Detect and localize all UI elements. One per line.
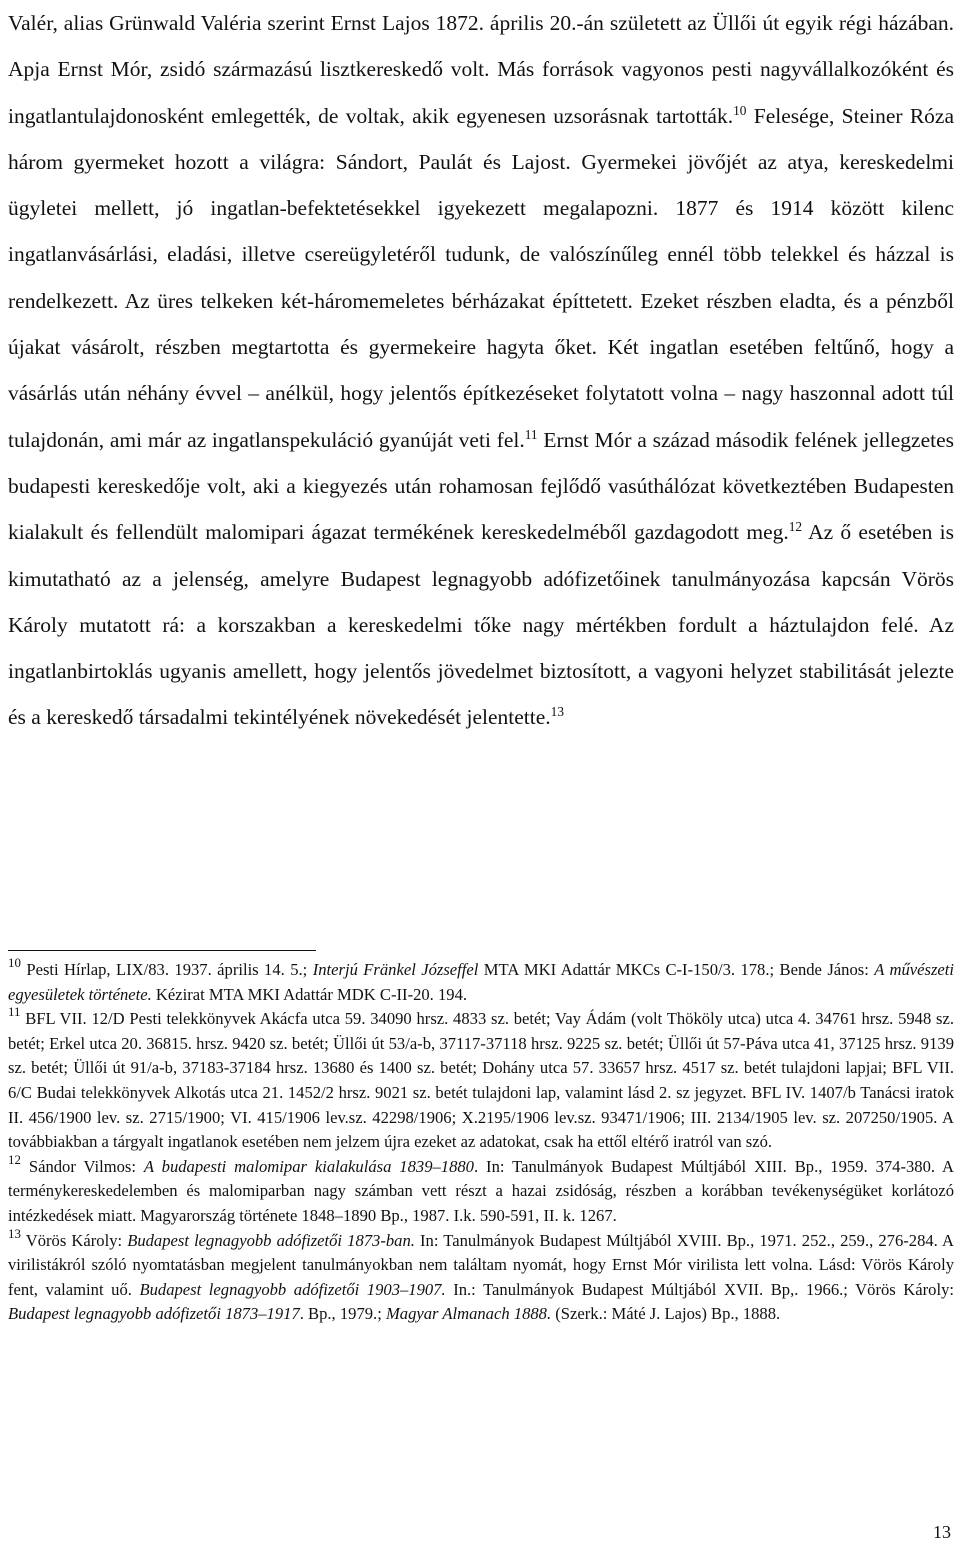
paragraph-text: Felesége, Steiner Róza három gyermeket hozott a világra: Sándort, Paulát és Lajost. Gyermekei jövőjét az atya, kereskedelmi ügyletei mellett, jó ingatlan-befektetésekkel igyekezett megalapozni. 1877 és 1914 között kilenc ingatlanvásárlási, eladási, illetve csereügyletéről tudunk, de valószínűleg ennél több telekkel és házzal is rendelkezett. Az üres telkeken két-háromemeletes bérházakat építtetett. Ezeket részben eladta, és a pénzből újakat vásárolt, részben megtartotta és gyermekeire hagyta őket. Két ingatlan esetében feltűnő, hogy a vásárlás után néhány évvel – anélkül, hogy jelentős építkezéseket folytatott volna – nagy haszonnal adott túl tulajdonán, ami már az ingatlanspekuláció gyanúját veti fel. bbox=[8, 103, 954, 452]
footnote-title: A művészeti egyesületek története. bbox=[8, 960, 955, 1004]
paragraph-text: Valér, alias Grünwald Valéria szerint Ernst Lajos 1872. április 20.-án született az Üllői út egyik régi házában. Apja Ernst Mór, zsidó származású lisztkereskedő volt. Más források vagyonos pesti nagyvállalkozóként és ingatlantulajdonosként emlegették, de voltak, akik egyenesen uzsorásnak tartották. bbox=[8, 11, 954, 128]
footnote-text: Sándor Vilmos: bbox=[20, 1156, 144, 1176]
footnote-text: . In: Tanulmányok Budapest Múltjából XIII. Bp., 1959. 374-380. A terménykereskedelemben és malomiparban nagy számban vett részt a hazai zsidóság, részben a korábban tevékenységüket korlátozó intézkedések miatt. Magyarország története 1848–1890 Bp., 1987. I.k. 590-591, II. k. 1267. bbox=[8, 1156, 955, 1225]
footnote-13 bbox=[8, 1225, 954, 1327]
footnote-title: Budapest legnagyobb adófizetői 1873-ban. bbox=[127, 1230, 415, 1250]
page-number: 13 bbox=[933, 1522, 951, 1542]
footnote-ref-11[interactable]: 11 bbox=[524, 426, 538, 442]
footnote-number: 11 bbox=[8, 1004, 21, 1020]
footnote-text: Kézirat MTA MKI Adattár MDK C-II-20. 194. bbox=[151, 984, 468, 1004]
footnote-title: A budapesti malomipar kialakulása 1839–1880 bbox=[143, 1156, 474, 1176]
footnote-title: Budapest legnagyobb adófizetői 1903–1907. bbox=[139, 1279, 446, 1299]
footnote-number: 13 bbox=[8, 1225, 21, 1241]
footnote-title: Budapest legnagyobb adófizetői 1873–1917 bbox=[8, 1304, 300, 1324]
footnote-12 bbox=[8, 1151, 955, 1229]
paragraph-text: Az ő esetében is kimutatható az a jelenség, amelyre Budapest legnagyobb adófizetőinek tanulmányozása kapcsán Vörös Károly mutatott rá: a korszakban a kereskedelmi tőke nagy mértékben fordult a háztulajdon felé. Az ingatlanbirtoklás ugyanis amellett, hogy jelentős jövedelmet biztosított, a vagyoni helyzet stabilitását jelezte és a kereskedő társadalmi tekintélyének növekedését jelentette. bbox=[8, 520, 954, 730]
footnote-text: Vörös Károly: bbox=[20, 1230, 128, 1250]
paragraph-text: Ernst Mór a század második felének jellegzetes budapesti kereskedője volt, aki a kiegyezés után rohamosan fejlődő vasúthálózat következtében Budapesten kialakult és fellendült malomipari ágazat termékének kereskedelméből gazdagodott meg. bbox=[8, 427, 954, 545]
footnote-ref-10[interactable]: 10 bbox=[733, 102, 747, 118]
body-paragraph bbox=[8, 0, 954, 741]
footnote-10 bbox=[8, 954, 955, 1007]
footnote-11 bbox=[8, 1004, 954, 1155]
footnote-text: Pesti Hírlap, LIX/83. 1937. április 14. 5.; bbox=[20, 960, 313, 979]
footnote-text: MTA MKI Adattár MKCs C-I-150/3. 178.; Bende János: bbox=[478, 960, 875, 979]
footnote-ref-12[interactable]: 12 bbox=[788, 519, 803, 535]
footnote-title: Magyar Almanach 1888. bbox=[385, 1304, 552, 1324]
footnote-ref-13[interactable]: 13 bbox=[550, 704, 564, 720]
footnote-divider bbox=[8, 950, 316, 951]
footnote-text: BFL VII. 12/D Pesti telekkönyvek Akácfa utca 59. 34090 hrsz. 4833 sz. betét; Vay Ádám (volt Thököly utca) utca 4. 34761 hrsz. 5948 sz. betét; Erkel utca 20. 36815. hrsz. 9420 sz. betét; Üllői út 53/a-b, 37117-37118 hrsz. 9225 sz. betét; Üllői út 57-Páva utca 41, 37125 hrsz. 9139 sz. betét; Üllői út 91/a-b, 37183-37184 hrsz. 13680 és 1400 sz. betét; Dohány utca 57. 33657 hrsz. 4517 sz. betét tulajdoni lapjai; BFL VII. 6/C Budai telekkönyvek Alkotás utca 21. 1452/2 hrsz. 9021 sz. betét tulajdoni lap, valamint lásd 2. sz jegyzet. BFL IV. 1407/b Tanácsi iratok II. 456/1900 lev. sz. 2715/1900; VI. 415/1906 lev.sz. 42298/1906; X.2195/1906 lev.sz. 93471/1906; III. 2134/1905 lev. sz. 207250/1905. A továbbiakban a tárgyalt ingatlanok esetében nem jelzem újra ezeket az adatokat, csak ha ettől eltérő iratról van szó. bbox=[8, 1009, 954, 1152]
footnote-number: 12 bbox=[8, 1151, 21, 1167]
footnote-text: . Bp., 1979.; bbox=[299, 1304, 386, 1324]
footnote-text: In.: Tanulmányok Budapest Múltjából XVII. Bp,. 1966.; Vörös Károly: bbox=[445, 1279, 954, 1299]
footnote-title: Interjú Fränkel Józseffel bbox=[312, 960, 479, 979]
footnote-text: In: Tanulmányok Budapest Múltjából XVIII. Bp., 1971. 252., 259., 276-284. A virilistákról szóló nyomtatásban megjelent tanulmányokban nem találtam nyomát, hogy Ernst Mór virilista lett volna. Lásd: Vörös Károly fent, valamint uő. bbox=[8, 1230, 954, 1299]
footnote-text: (Szerk.: Máté J. Lajos) Bp., 1888. bbox=[551, 1304, 781, 1324]
footnotes-section bbox=[8, 954, 955, 1327]
footnote-number: 10 bbox=[8, 954, 21, 970]
